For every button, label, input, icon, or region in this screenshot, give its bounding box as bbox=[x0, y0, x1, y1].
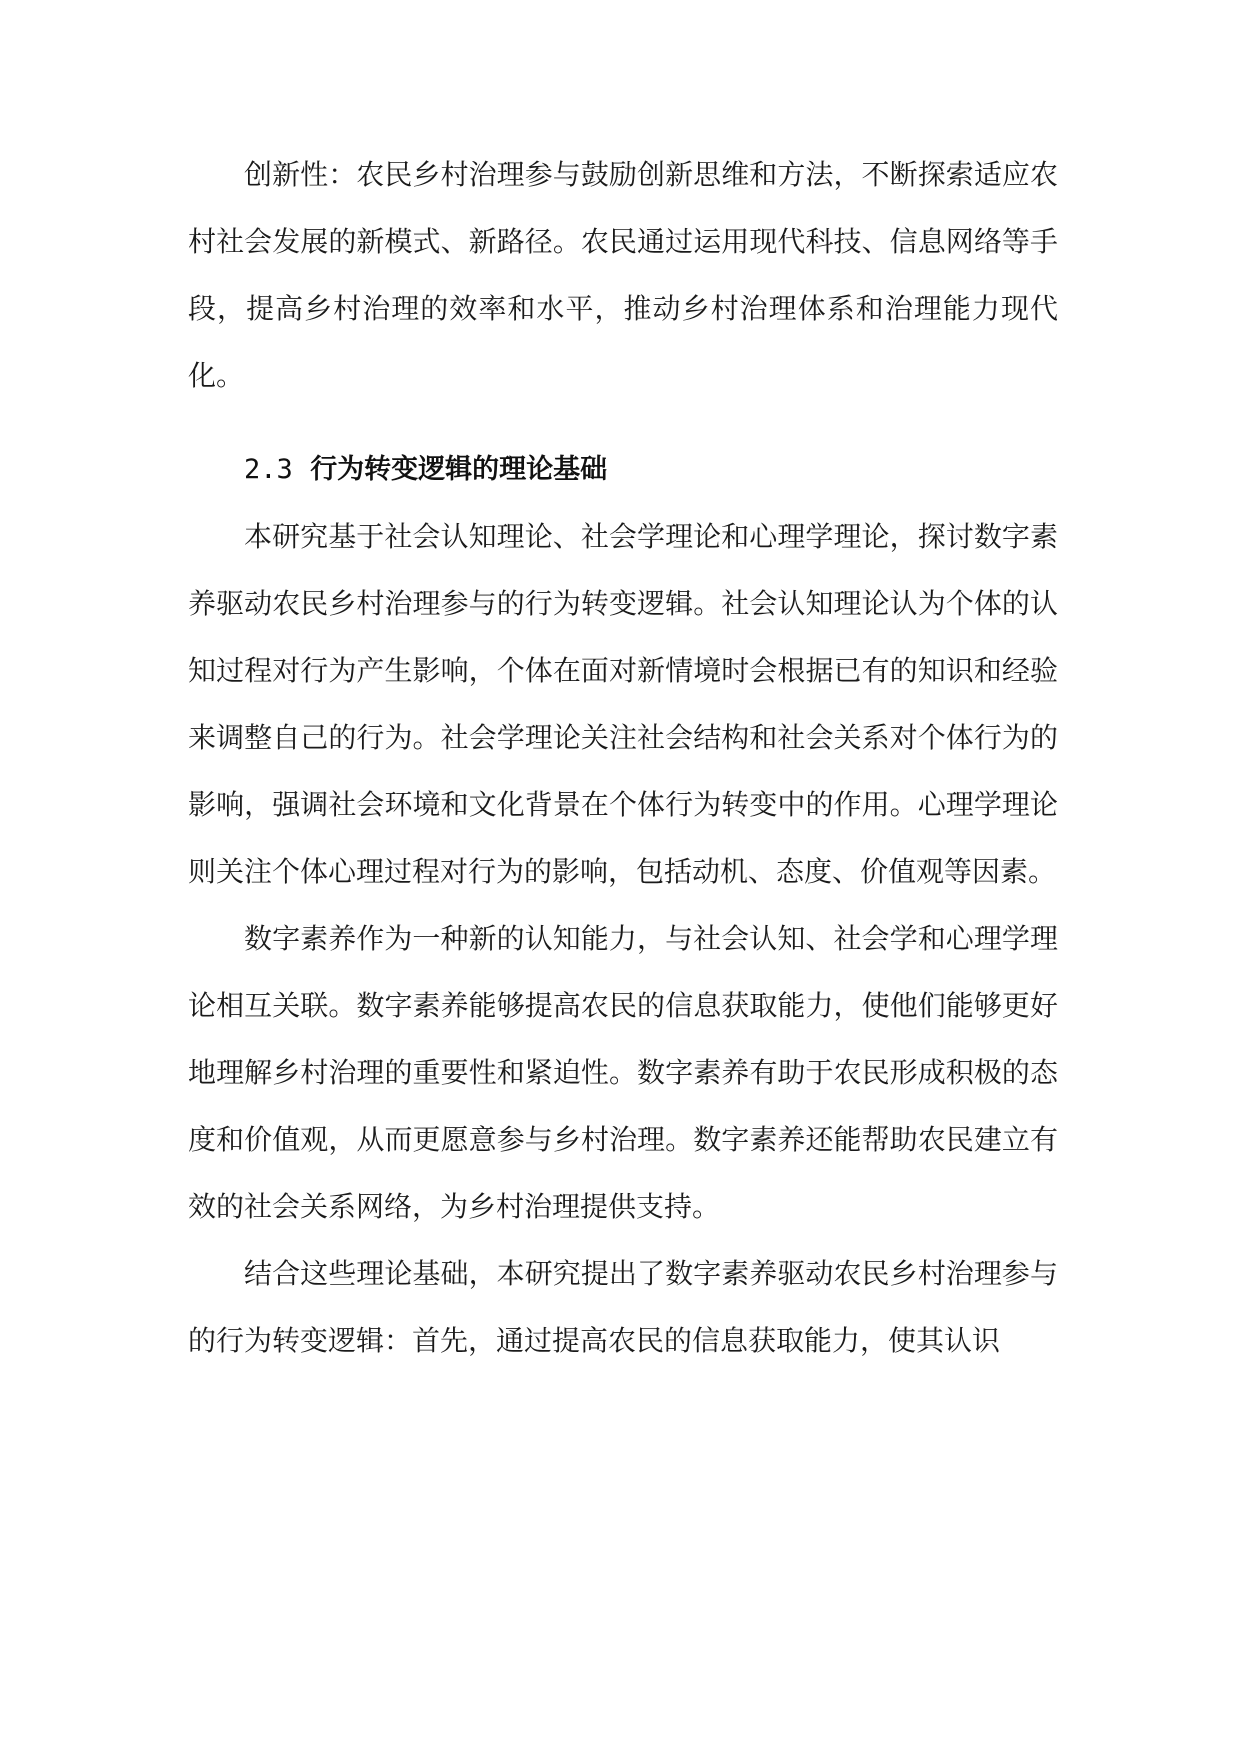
document-body bbox=[188, 141, 1058, 1374]
section-number: 2.3 bbox=[244, 454, 293, 485]
paragraph-digital-literacy: 数字素养作为一种新的认知能力，与社会认知、社会学和心理学理论相互关联。数字素养能够提高农民的信息获取能力，使他们能够更好地理解乡村治理的重要性和紧迫性。数字素养有助于农民形成积极的态度和价值观，从而更愿意参与乡村治理。数字素养还能帮助农民建立有效的社会关系网络，为乡村治理提供支持。 bbox=[188, 922, 1058, 1223]
paragraph-theory-basis: 本研究基于社会认知理论、社会学理论和心理学理论，探讨数字素养驱动农民乡村治理参与的行为转变逻辑。社会认知理论认为个体的认知过程对行为产生影响，个体在面对新情境时会根据已有的知识和经验来调整自己的行为。社会学理论关注社会结构和社会关系对个体行为的影响，强调社会环境和文化背景在个体行为转变中的作用。心理学理论则关注个体心理过程对行为的影响，包括动机、态度、价值观等因素。 bbox=[188, 520, 1058, 888]
section-title: 行为转变逻辑的理论基础 bbox=[310, 454, 608, 485]
paragraph-innovation: 创新性：农民乡村治理参与鼓励创新思维和方法，不断探索适应农村社会发展的新模式、新路径。农民通过运用现代科技、信息网络等手段，提高乡村治理的效率和水平，推动乡村治理体系和治理能力现代化。 bbox=[188, 158, 1058, 392]
paragraph-behavior-logic: 结合这些理论基础，本研究提出了数字素养驱动农民乡村治理参与的行为转变逻辑：首先，通过提高农民的信息获取能力，使其认识 bbox=[188, 1257, 1058, 1357]
section-heading bbox=[188, 409, 1058, 503]
